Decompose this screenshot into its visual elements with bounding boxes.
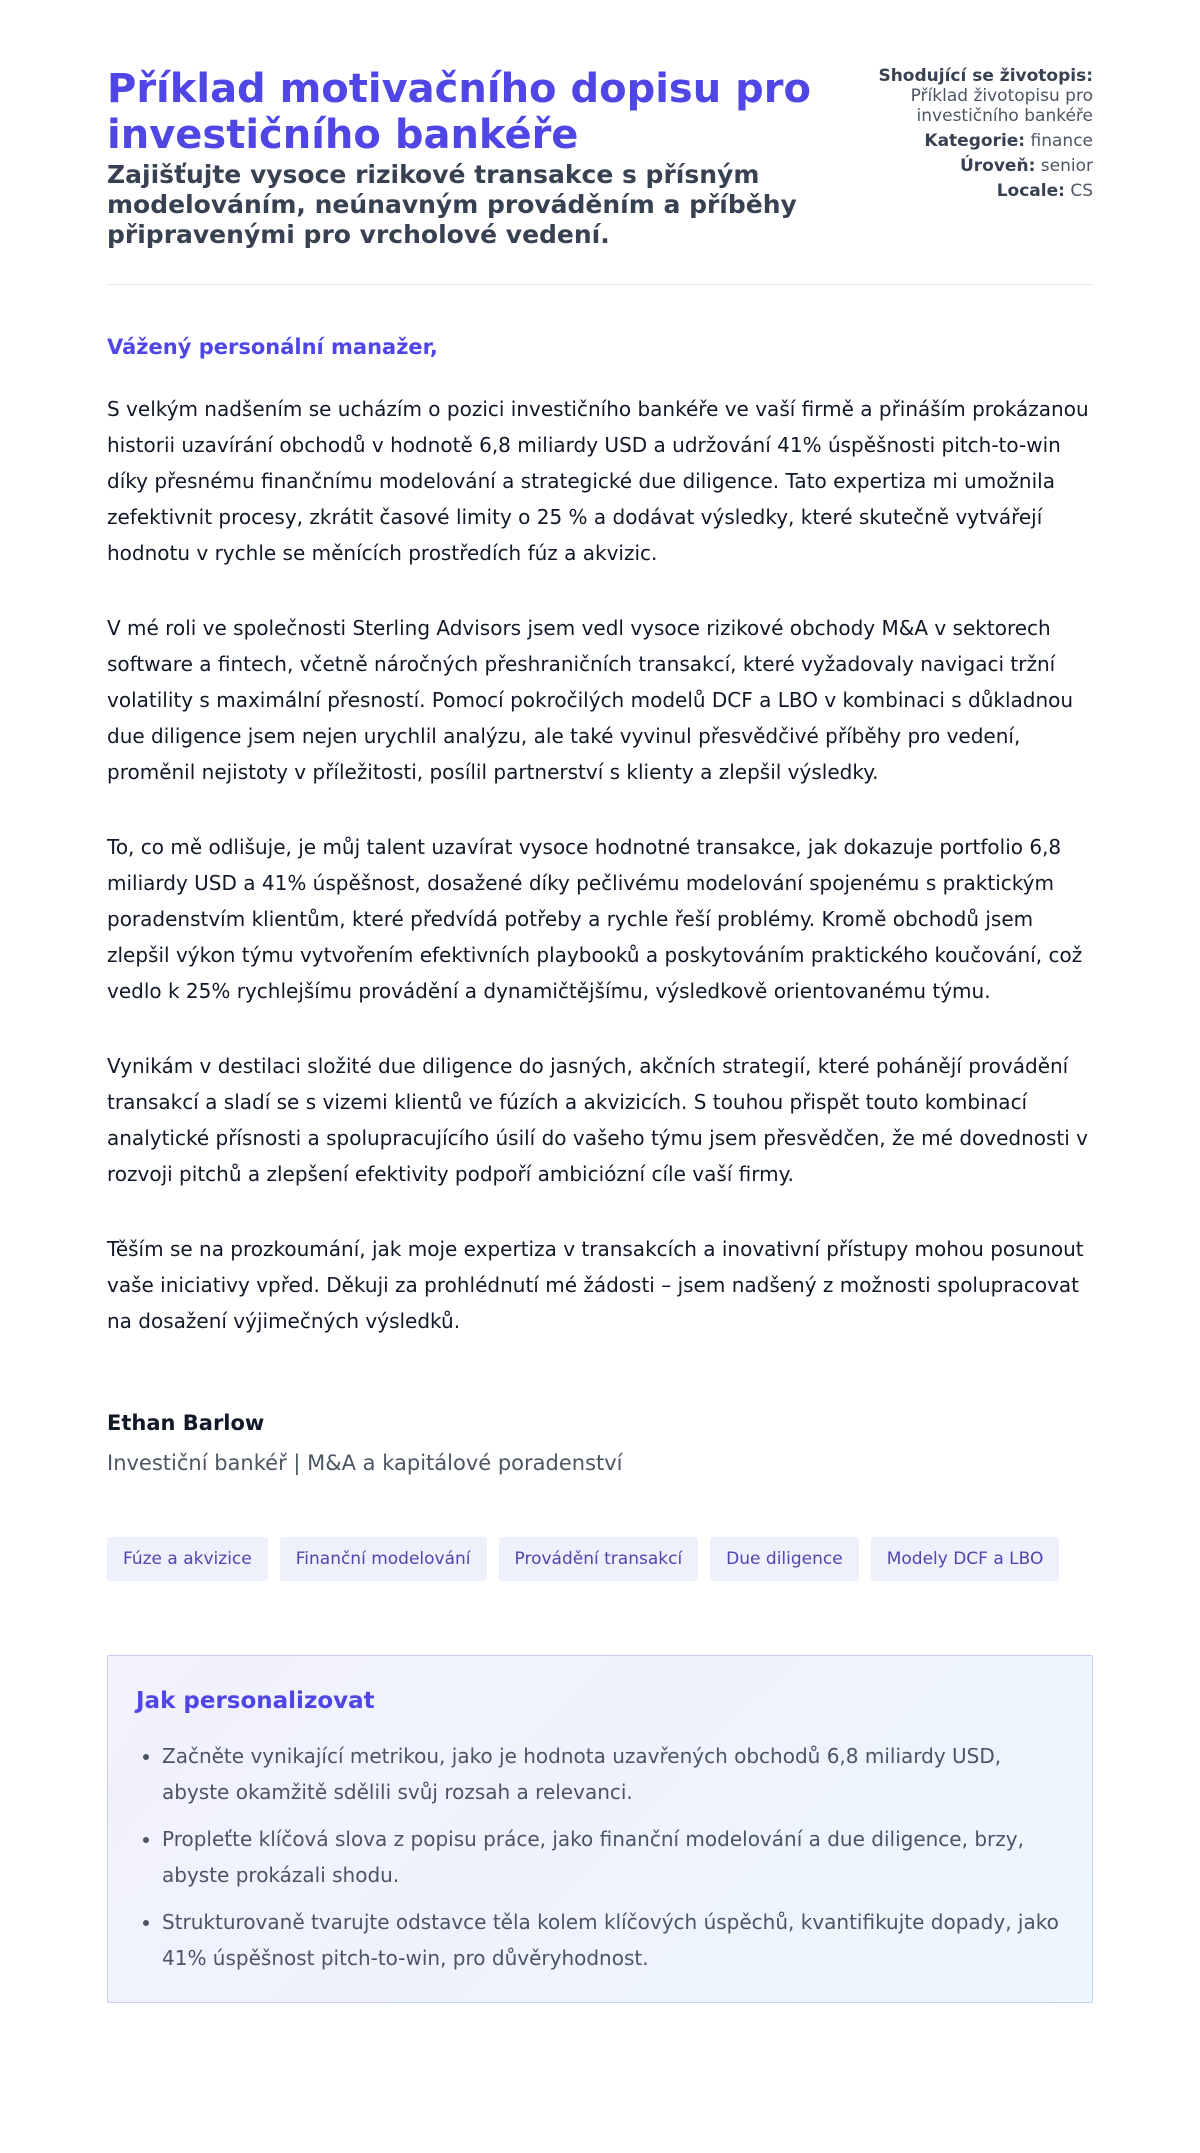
meta-locale-value: CS — [1070, 181, 1093, 201]
letter-paragraph-5: Těším se na prozkoumání, jak moje expertiza v transakcích a inovativní přístupy mohou posunout vaše iniciativy vpřed. Děkuji za prohlédnutí mé žádosti – jsem nadšený z možnosti spolupracovat na dosažení výjimečných výsledků. — [107, 1237, 1084, 1333]
meta-panel — [833, 66, 1093, 206]
skill-tag[interactable]: Provádění transakcí — [499, 1537, 699, 1581]
meta-category — [833, 131, 1093, 151]
signature-title: Investiční bankéř | M&A a kapitálové poradenství — [107, 1451, 623, 1475]
personalization-tips — [107, 1655, 1093, 2003]
letter-paragraph-4: Vynikám v destilaci složité due diligence do jasných, akčních strategií, které pohánějí provádění transakcí a sladí se s vizemi klientů ve fúzích a akvizicích. S touhou přispět touto kombinací analytické přísnosti a spolupracujícího úsilí do vašeho týmu jsem přesvědčen, že mé dovednosti v rozvoji pitchů a zlepšení efektivity podpoří ambiciózní cíle vaší firmy. — [107, 1054, 1089, 1186]
tip-item: • Strukturovaně tvarujte odstavce těla kolem klíčových úspěchů, kvantifikujte dopady, jako 41% úspěšnost pitch-to-win, pro důvěryhodnost. — [162, 1904, 1064, 1976]
tips-title: Jak personalizovat — [136, 1688, 375, 1714]
page-header — [107, 66, 1093, 285]
meta-level-label: Úroveň: — [959, 156, 1036, 176]
title-block — [107, 66, 827, 250]
meta-locale-label: Locale: — [996, 181, 1065, 201]
meta-level-value: senior — [1040, 156, 1093, 176]
meta-locale — [833, 181, 1093, 201]
skill-tag[interactable]: Finanční modelování — [280, 1537, 487, 1581]
meta-level — [833, 156, 1093, 176]
letter-paragraph-2: V mé roli ve společnosti Sterling Advisors jsem vedl vysoce rizikové obchody M&A v sektorech software a fintech, včetně náročných přeshraničních transakcí, které vyžadovaly navigaci tržní volatility s maximální přesností. Pomocí pokročilých modelů DCF a LBO v kombinaci s důkladnou due diligence jsem nejen urychlil analýzu, ale také vyvinul přesvědčivé příběhy pro vedení, proměnil nejistoty v příležitosti, posílil partnerství s klienty a zlepšil výsledky. — [107, 616, 1074, 784]
skill-tag[interactable]: Due diligence — [710, 1537, 859, 1581]
skill-tags — [107, 1537, 1093, 1581]
skill-tag[interactable]: Fúze a akvizice — [107, 1537, 268, 1581]
meta-category-label: Kategorie: — [924, 131, 1026, 151]
tips-list — [136, 1738, 1064, 1976]
tip-item: • Propleťte klíčová slova z popisu práce, jako finanční modelování a due diligence, brzy, abyste prokázali shodu. — [162, 1821, 1064, 1893]
salutation: Vážený personální manažer, — [107, 335, 438, 359]
meta-category-value: finance — [1030, 131, 1093, 151]
skill-tag[interactable]: Modely DCF a LBO — [871, 1537, 1060, 1581]
letter-paragraph-3: To, co mě odlišuje, je můj talent uzavírat vysoce hodnotné transakce, jak dokazuje portfolio 6,8 miliardy USD a 41% úspěšnost, dosažené díky pečlivému modelování spojenému s praktickým poradenstvím klientům, které předvídá potřeby a rychle řeší problémy. Kromě obchodů jsem zlepšil výkon týmu vytvořením efektivních playbooků a poskytováním praktického koučování, což vedlo k 25% rychlejšímu provádění a dynamičtějšímu, výsledkově orientovanému týmu. — [107, 835, 1083, 1003]
meta-resume — [833, 66, 1093, 126]
meta-resume-link[interactable]: Příklad životopisu pro investičního bankéře — [910, 86, 1093, 126]
signature-name: Ethan Barlow — [107, 1411, 265, 1435]
tip-item: • Začněte vynikající metrikou, jako je hodnota uzavřených obchodů 6,8 miliardy USD, abyste okamžitě sdělili svůj rozsah a relevanci. — [162, 1738, 1064, 1810]
letter-paragraph-1: S velkým nadšením se ucházím o pozici investičního bankéře ve vaší firmě a přináším prokázanou historii uzavírání obchodů v hodnotě 6,8 miliardy USD a udržování 41% úspěšnosti pitch-to-win díky přesnému finančnímu modelování a strategické due diligence. Tato expertiza mi umožnila zefektivnit procesy, zkrátit časové limity o 25 % a dodávat výsledky, které skutečně vytvářejí hodnotu v rychle se měnících prostředích fúz a akvizic. — [107, 397, 1089, 565]
page-subtitle: Zajišťujte vysoce rizikové transakce s přísným modelováním, neúnavným prováděním a příběhy připravenými pro vrcholové vedení. — [107, 160, 797, 249]
page-title: Příklad motivačního dopisu pro investičního bankéře — [107, 66, 811, 158]
letter-body — [107, 333, 1093, 1477]
meta-resume-label: Shodující se životopis: — [878, 66, 1093, 86]
